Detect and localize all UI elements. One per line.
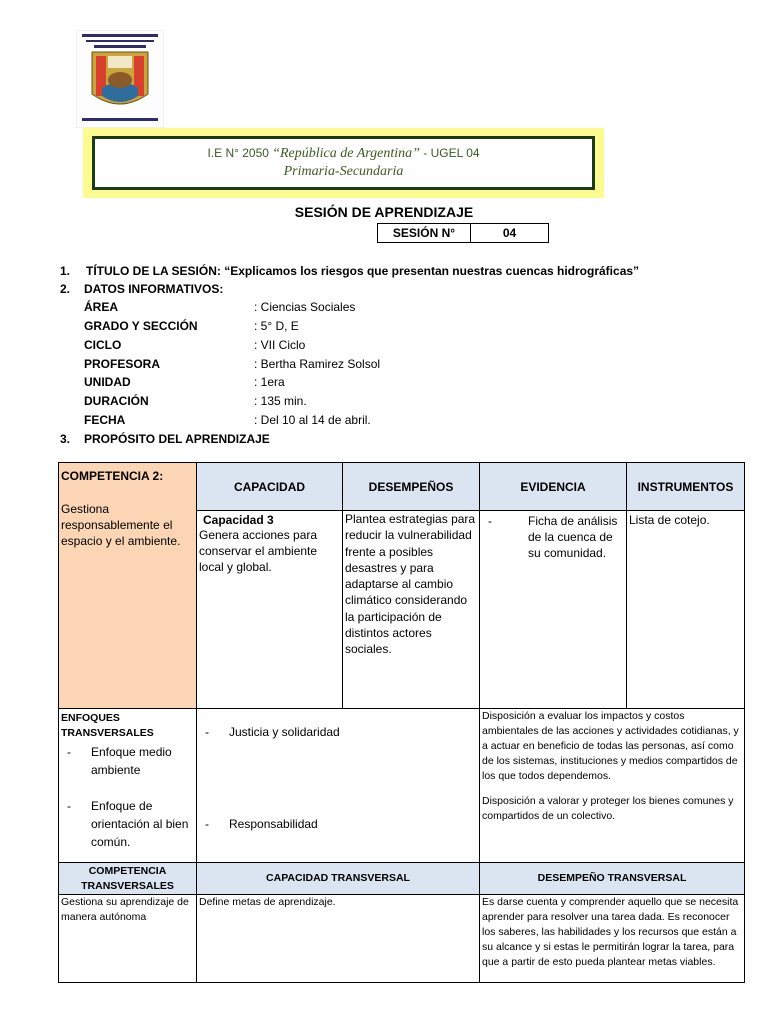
enfoques-cell xyxy=(59,709,197,863)
session-label: SESIÓN N° xyxy=(378,224,471,242)
trans-competencia-text: Gestiona su aprendizaje de manera autónoma xyxy=(59,895,197,983)
header-evidencia: EVIDENCIA xyxy=(480,463,627,511)
section-number: 3. xyxy=(60,432,71,446)
evidencia-item: - Ficha de análisis de la cuenca de su comunidad. xyxy=(482,513,624,561)
enfoque-item: - Enfoque medio ambiente xyxy=(61,743,194,779)
capacidad-cell xyxy=(197,511,343,709)
actitudes-cell xyxy=(480,709,745,863)
desempenos-cell xyxy=(343,511,480,709)
page-title: SESIÓN DE APRENDIZAJE xyxy=(294,204,474,220)
valor-item: - Justicia y solidaridad xyxy=(199,725,477,739)
datos-value: : VII Ciclo xyxy=(254,338,306,352)
ie-name: “República de Argentina” xyxy=(272,146,420,161)
ugel: UGEL 04 xyxy=(430,146,480,160)
section-heading: DATOS INFORMATIVOS: xyxy=(84,282,224,296)
datos-label: DURACIÓN xyxy=(84,394,149,408)
datos-label: ÁREA xyxy=(84,300,119,314)
datos-value: : Del 10 al 14 de abril. xyxy=(254,413,371,427)
instrumentos-cell xyxy=(627,511,745,709)
session-title: TÍTULO DE LA SESIÓN: “Explicamos los riesgos que presentan nuestras cuencas hidrográficas” xyxy=(86,264,640,278)
school-name-line xyxy=(95,145,592,162)
competencia-text: Gestiona responsablemente el espacio y el ambiente. xyxy=(61,502,181,548)
header-desempeno-transversal: DESEMPEÑO TRANSVERSAL xyxy=(480,863,745,895)
datos-value: : Bertha Ramirez Solsol xyxy=(254,357,381,371)
header-instrumentos: INSTRUMENTOS xyxy=(627,463,745,511)
trans-capacidad-text: Define metas de aprendizaje. xyxy=(197,895,480,983)
competencia-title: COMPETENCIA 2: xyxy=(61,469,164,483)
session-number-box xyxy=(377,223,549,243)
competencia-cell xyxy=(59,463,197,709)
school-levels: Primaria-Secundaria xyxy=(283,164,404,179)
ie-number: I.E N° 2050 xyxy=(207,146,269,160)
header-frame xyxy=(83,128,604,198)
actitud-text: Disposición a evaluar los impactos y costos ambientales de las acciones y actividades cotidianas, y a actuar en beneficio de todas las personas, así como de los sistemas, instituciones y medios compartidos de los que todos dependemos. xyxy=(482,710,739,782)
datos-label: FECHA xyxy=(84,413,126,427)
instrumentos-text: Lista de cotejo. xyxy=(629,513,710,527)
capacidad-text: Genera acciones para conservar el ambiente local y global. xyxy=(199,528,318,574)
actitud-text: Disposición a valorar y proteger los bienes comunes y compartidos de un colectivo. xyxy=(482,795,734,822)
section-number: 1. xyxy=(60,264,71,278)
header-competencia-transversal: COMPETENCIA TRANSVERSALES xyxy=(59,863,197,895)
section-number: 2. xyxy=(60,282,71,296)
datos-value: : 1era xyxy=(254,375,285,389)
datos-label: CICLO xyxy=(84,338,122,352)
datos-label: UNIDAD xyxy=(84,375,131,389)
header-capacidad: CAPACIDAD xyxy=(197,463,343,511)
datos-value: : Ciencias Sociales xyxy=(254,300,356,314)
learning-purpose-table xyxy=(58,462,745,983)
datos-value: : 5° D, E xyxy=(254,319,299,333)
enfoques-title: ENFOQUES TRANSVERSALES xyxy=(61,712,154,739)
school-header xyxy=(92,136,595,190)
ie-separator: - xyxy=(419,146,431,160)
capacidad-title: Capacidad 3 xyxy=(203,513,274,527)
header-capacidad-transversal: CAPACIDAD TRANSVERSAL xyxy=(197,863,480,895)
datos-label: GRADO Y SECCIÓN xyxy=(84,319,198,333)
desempenos-text: Plantea estrategias para reducir la vulnerabilidad frente a posibles desastres y para adaptarse al cambio climático considerando la participación de distintos actores sociales. xyxy=(345,512,476,657)
datos-value: : 135 min. xyxy=(254,394,307,408)
evidencia-cell xyxy=(480,511,627,709)
school-emblem xyxy=(76,30,164,128)
header-desempenos: DESEMPEÑOS xyxy=(343,463,480,511)
session-number: 04 xyxy=(502,226,517,240)
datos-label: PROFESORA xyxy=(84,357,161,371)
enfoque-item: - Enfoque de orientación al bien común. xyxy=(61,797,194,851)
valores-cell xyxy=(197,709,480,863)
valor-item: - Responsabilidad xyxy=(199,817,477,831)
section-heading: PROPÓSITO DEL APRENDIZAJE xyxy=(84,432,270,446)
trans-desempeno-text: Es darse cuenta y comprender aquello que se necesita aprender para resolver una tarea dada. Es reconocer los saberes, las habilidades y los recursos que están a su alcance y si estas le permitirán lograr la tarea, para que a partir de esto pueda plantear metas viables. xyxy=(480,895,745,983)
